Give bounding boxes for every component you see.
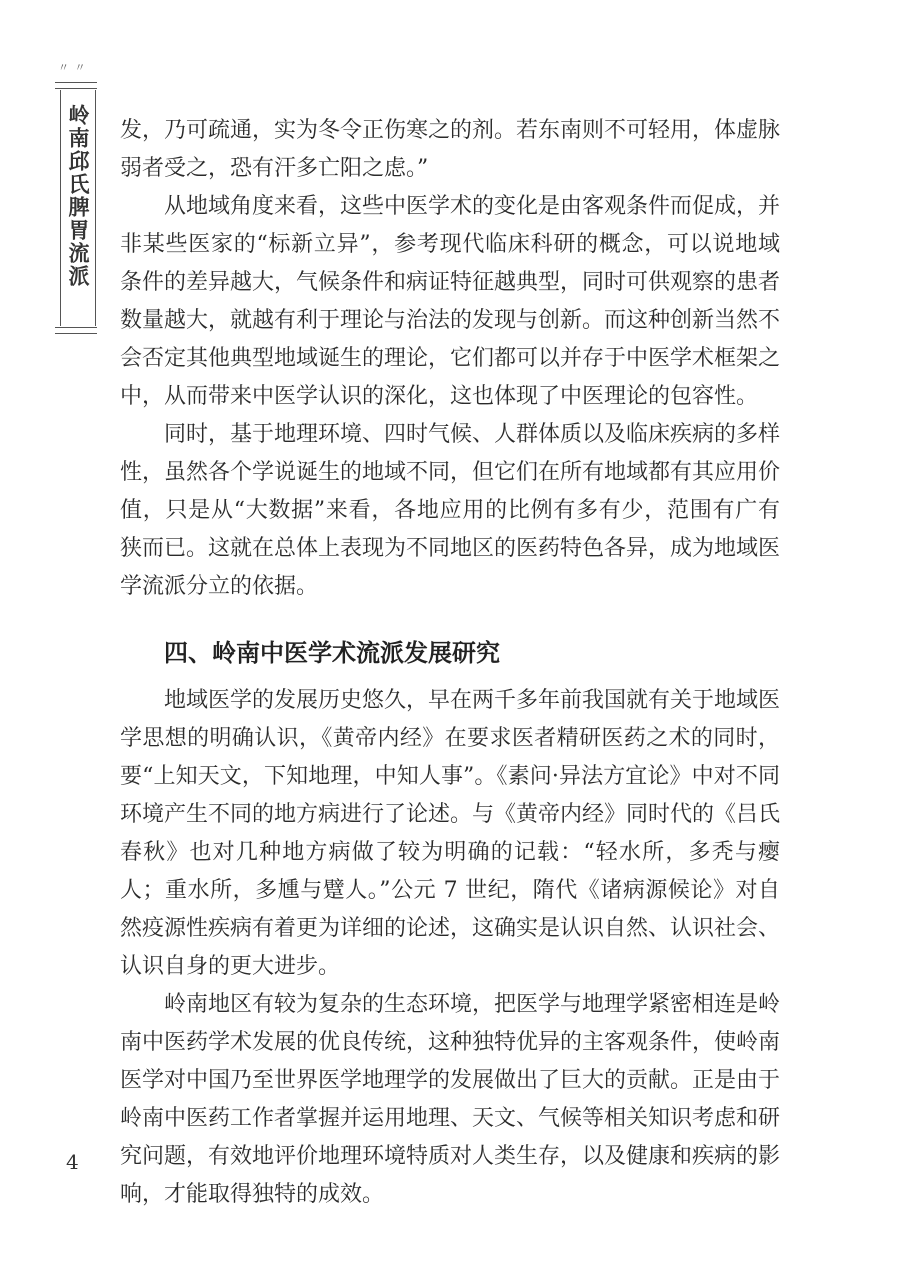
paragraph-history: 地域医学的发展历史悠久，早在两千多年前我国就有关于地域医学思想的明确认识，《黄帝内经》在要求医者精研医药之术的同时，要“上知天文，下知地理，中知人事”。《素问·异法方宜论》中对不同环境产生不同的地方病进行了论述。与《黄帝内经》同时代的《吕氏春秋》也对几种地方病做了较为明确的记载：“轻水所，多秃与瘿人；重水所，多尰与躄人。”公元 7 世纪，隋代《诸病源候论》对自然疫源性疾病有着更为详细的论述，这确实是认识自然、认识社会、认识自身的更大进步。: [120, 688, 781, 979]
series-title-frame: [60, 90, 96, 326]
section-heading: 四、岭南中医学术流派发展研究: [164, 639, 500, 667]
bird-ornament-icon: 〃 〃: [58, 61, 87, 74]
side-decoration: [58, 62, 98, 362]
series-title: 岭南邱氏脾胃流派: [66, 104, 90, 288]
page-body: [120, 112, 780, 1214]
paragraph-diversity: 同时，基于地理环境、四时气候、人群体质以及临床疾病的多样性，虽然各个学说诞生的地域不同，但它们在所有地域都有其应用价值，只是从“大数据”来看，各地应用的比例有多有少，范围有广有狭而已。这就在总体上表现为不同地区的医药特色各异，成为地域医学流派分立的依据。: [120, 422, 781, 599]
paragraph-regional-perspective: 从地域角度来看，这些中医学术的变化是由客观条件而促成，并非某些医家的“标新立异”，参考现代临床科研的概念，可以说地域条件的差异越大，气候条件和病证特征越典型，同时可供观察的患者数量越大，就越有利于理论与治法的发现与创新。而这种创新当然不会否定其他典型地域诞生的理论，它们都可以并存于中医学术框架之中，从而带来中医学认识的深化，这也体现了中医理论的包容性。: [120, 194, 781, 409]
paragraph-continued: 发，乃可疏通，实为冬令正伤寒之的剂。若东南则不可轻用，体虚脉弱者受之，恐有汗多亡阳之虑。”: [120, 118, 781, 181]
page-number: 4: [66, 1150, 79, 1174]
paragraph-lingnan: 岭南地区有较为复杂的生态环境，把医学与地理学紧密相连是岭南中医药学术发展的优良传统，这种独特优异的主客观条件，使岭南医学对中国乃至世界医学地理学的发展做出了巨大的贡献。正是由于岭南中医药工作者掌握并运用地理、天文、气候等相关知识考虑和研究问题，有效地评价地理环境特质对人类生存，以及健康和疾病的影响，才能取得独特的成效。: [120, 992, 781, 1207]
